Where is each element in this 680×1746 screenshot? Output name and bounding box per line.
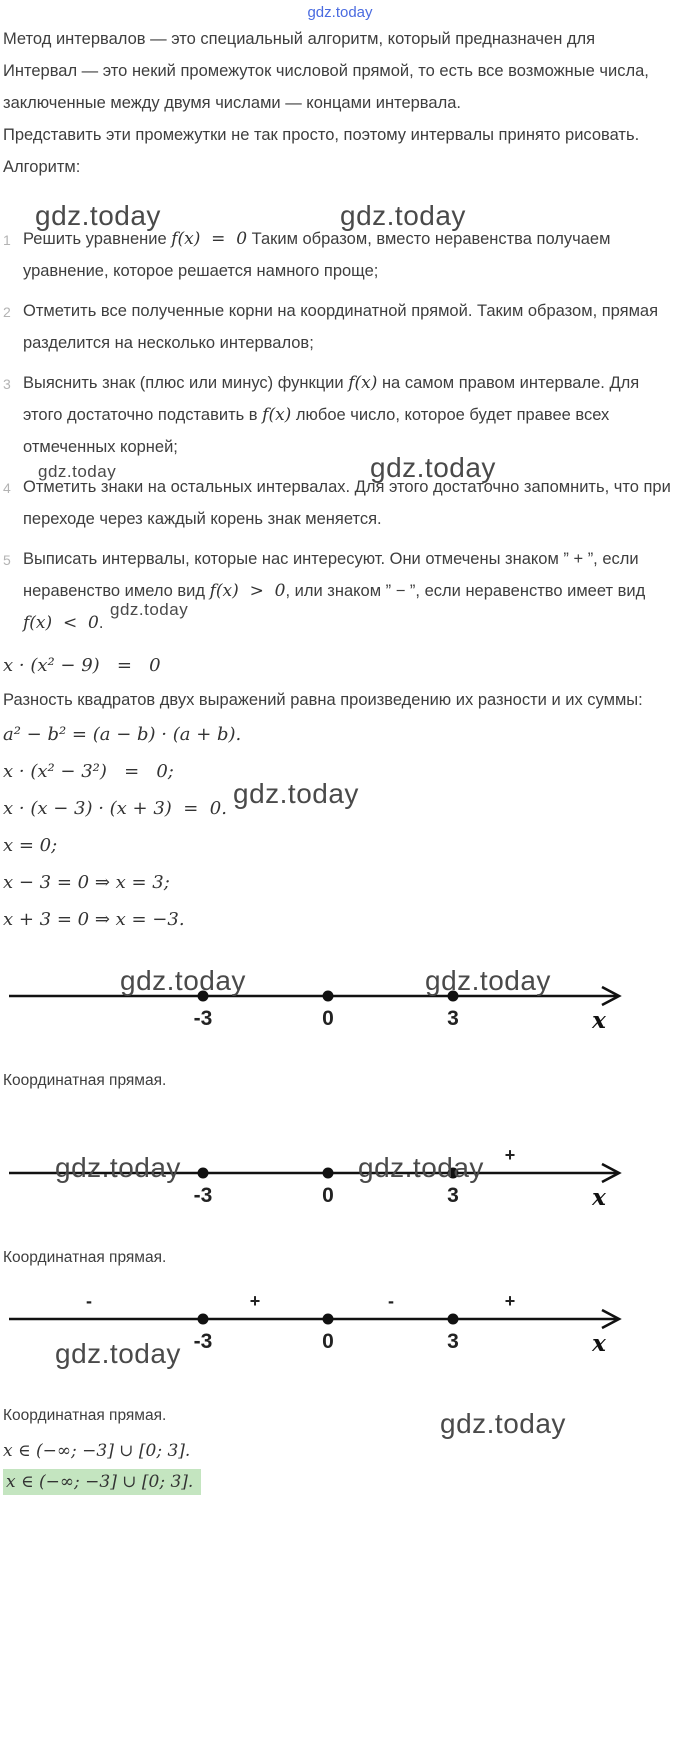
step-text-segment: Таким образом, вместо неравенства получаем уравнение, которое решается намного проще; — [23, 230, 611, 280]
step-text-segment: . — [98, 614, 104, 632]
interval-sign: - — [86, 1291, 92, 1311]
step-text-segment: на самом правом интервале. Для этого достаточно подставить в — [23, 374, 640, 424]
step-text-segment: , или знаком ” − ”, если неравенство имеет вид — [285, 582, 646, 600]
axis-label: x — [592, 1330, 606, 1355]
algorithm-list — [3, 223, 677, 639]
step-text — [23, 471, 677, 535]
watermark: gdz.today — [55, 1338, 181, 1369]
step-text — [23, 295, 677, 359]
inline-formula: f(x) < 0 — [23, 613, 99, 633]
interval-sign: - — [388, 1291, 394, 1311]
inline-formula: f(x) — [262, 405, 292, 425]
algorithm-step-2 — [3, 295, 677, 359]
number-line-3 — [3, 1291, 658, 1355]
point-label: -3 — [193, 1184, 213, 1207]
watermark: gdz.today — [425, 965, 551, 996]
intro-paragraph-3: Представить эти промежутки не так просто, поэтому интервалы принято рисовать. — [3, 126, 640, 144]
number-line-caption: Координатная прямая. — [3, 1249, 167, 1266]
result-line-highlighted: x ∈ (−∞; −3] ∪ [0; 3]. — [3, 1469, 201, 1495]
axis-label: x — [592, 1184, 606, 1209]
algorithm-heading: Алгоритм: — [3, 158, 81, 176]
algorithm-step-4 — [3, 471, 677, 535]
step-text — [23, 367, 677, 463]
inline-formula: f(x) — [348, 373, 378, 393]
intro-paragraph-2: Интервал — это некий промежуток числовой прямой, то есть все возможные числа, заключенные между двумя числами — концами интервала. — [3, 62, 649, 112]
step-text-segment: Выписать интервалы, которые нас интересуют. Они отмечены знаком ” + ”, если неравенство имело вид — [23, 550, 639, 600]
watermark: gdz.today — [110, 600, 189, 619]
step-number: 3 — [3, 376, 11, 392]
step-number: 2 — [3, 304, 11, 320]
point-label: -3 — [193, 1007, 213, 1030]
site-link[interactable]: gdz.today — [307, 4, 373, 21]
step-text-segment: Решить уравнение — [23, 230, 172, 248]
interval-sign: + — [504, 1145, 516, 1165]
step-number: 1 — [3, 232, 11, 248]
step-text — [23, 223, 677, 287]
watermark: gdz.today — [440, 1408, 566, 1439]
equation-2: a² − b² = (a − b) · (a + b). — [3, 724, 242, 745]
point-label: 3 — [447, 1184, 459, 1207]
number-line-2 — [3, 1145, 658, 1209]
watermark: gdz.today — [35, 200, 161, 231]
step-text-segment: Отметить знаки на остальных интервалах. Для этого достаточно запомнить, что при переходе через каждый корень знак меняется. — [23, 478, 671, 528]
equation-1: x · (x² − 9) = 0 — [3, 655, 161, 676]
point-label: 3 — [447, 1330, 459, 1353]
step-text-segment: любое число, которое будет правее всех отмеченных корней; — [23, 406, 610, 456]
step-number: 5 — [3, 552, 11, 568]
interval-sign: + — [504, 1291, 516, 1311]
inline-formula: f(x) = 0 — [171, 229, 248, 249]
algorithm-step-3 — [3, 367, 677, 463]
interval-sign: + — [249, 1291, 261, 1311]
point-label: 0 — [322, 1330, 334, 1353]
point-label: -3 — [193, 1330, 213, 1353]
equation-7: x + 3 = 0 ⇒ x = −3. — [3, 909, 185, 930]
watermark: gdz.today — [120, 965, 246, 996]
step-text — [23, 543, 677, 639]
watermark: gdz.today — [38, 462, 117, 481]
watermark: gdz.today — [370, 452, 496, 483]
step-number: 4 — [3, 480, 11, 496]
equation-3: x · (x² − 3²) = 0; — [3, 761, 174, 782]
inline-formula: f(x) > 0 — [209, 581, 286, 601]
algorithm-step-5 — [3, 543, 677, 639]
number-line-caption: Координатная прямая. — [3, 1407, 167, 1424]
point-label: 0 — [322, 1184, 334, 1207]
watermark: gdz.today — [233, 778, 359, 809]
axis-label: x — [592, 1007, 606, 1032]
point-label: 3 — [447, 1007, 459, 1030]
watermark: gdz.today — [55, 1152, 181, 1183]
point-label: 0 — [322, 1007, 334, 1030]
step-text-segment: Выяснить знак (плюс или минус) функции — [23, 374, 349, 392]
solution-block — [3, 647, 677, 938]
difference-of-squares-text: Разность квадратов двух выражений равна произведению их разности и их суммы: — [3, 691, 643, 709]
intro-paragraph-1: Метод интервалов — это специальный алгоритм, который предназначен для — [3, 30, 596, 48]
number-line-caption: Координатная прямая. — [3, 1072, 167, 1089]
algorithm-step-1 — [3, 223, 677, 287]
number-line-1 — [3, 968, 658, 1032]
watermark: gdz.today — [358, 1152, 484, 1183]
equation-5: x = 0; — [3, 835, 58, 856]
watermark: gdz.today — [340, 200, 466, 231]
result-line: x ∈ (−∞; −3] ∪ [0; 3]. — [3, 1441, 191, 1461]
step-text-segment: Отметить все полученные корни на координатной прямой. Таким образом, прямая разделится на несколько интервалов; — [23, 302, 659, 352]
equation-6: x − 3 = 0 ⇒ x = 3; — [3, 872, 170, 893]
equation-4: x · (x − 3) · (x + 3) = 0. — [3, 798, 227, 819]
